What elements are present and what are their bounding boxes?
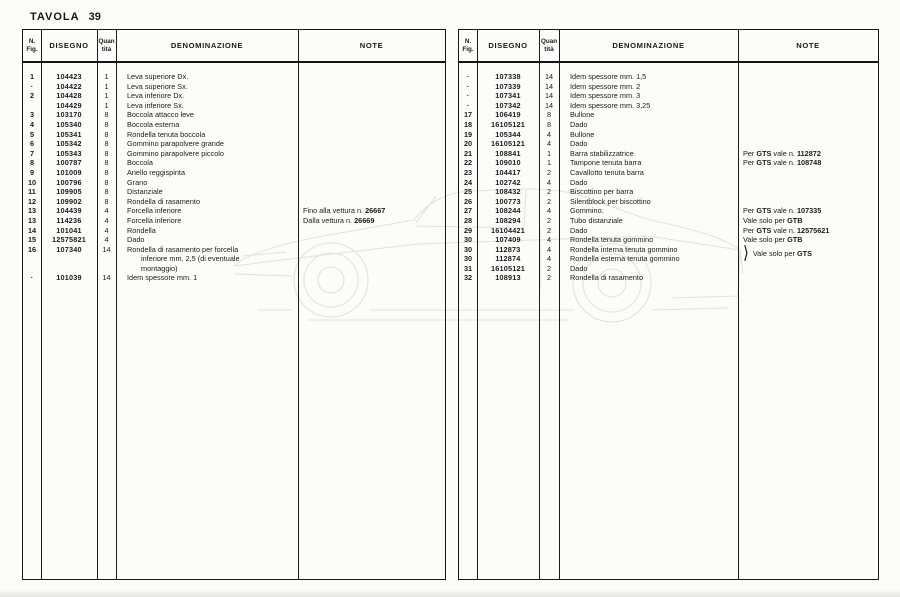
denomination bbox=[127, 110, 194, 120]
denomination bbox=[127, 187, 163, 197]
fig-number: 5 bbox=[29, 129, 35, 139]
denomination bbox=[570, 149, 634, 159]
denomination-line: Dado bbox=[570, 225, 588, 235]
column-header-quantita: Quan tità bbox=[98, 38, 115, 53]
quantity: 1 bbox=[546, 158, 552, 168]
quantity: 2 bbox=[546, 273, 552, 283]
table-row bbox=[23, 82, 445, 92]
denomination-line: Silentblock per biscottino bbox=[570, 196, 651, 206]
quantity: 2 bbox=[546, 167, 552, 177]
part-number: 105340 bbox=[56, 119, 82, 129]
denomination-line: Idem spessore mm. 1,5 bbox=[570, 72, 647, 81]
denomination bbox=[570, 273, 643, 283]
fig-number: 32 bbox=[463, 273, 473, 283]
parts-table-body-right bbox=[459, 63, 878, 283]
fig-number: 27 bbox=[463, 206, 473, 216]
table-row bbox=[23, 158, 445, 168]
part-number: 16104421 bbox=[490, 225, 526, 235]
brace-icon: ⟩ bbox=[743, 244, 749, 264]
part-number: 103170 bbox=[56, 110, 82, 120]
part-number: 104423 bbox=[56, 72, 82, 81]
quantity: 4 bbox=[104, 215, 109, 225]
denomination bbox=[570, 197, 651, 207]
part-number: 105341 bbox=[56, 129, 82, 139]
table-row bbox=[23, 235, 445, 245]
denomination-line: Cavallotto tenuta barra bbox=[570, 167, 644, 177]
note-text: Per GTS vale n. 107335 bbox=[743, 206, 822, 216]
denomination bbox=[570, 226, 587, 236]
fig-number: · bbox=[466, 72, 470, 81]
denomination bbox=[570, 130, 594, 140]
note-text: Per GTS vale n. 12575621 bbox=[743, 225, 830, 235]
denomination-line: Rondella esterna tenuta gommino bbox=[570, 254, 680, 264]
fig-number: · bbox=[466, 100, 470, 110]
part-number: 109905 bbox=[56, 187, 82, 197]
denomination-line: Rondella di rasamento per forcella bbox=[127, 244, 239, 254]
denomination-line: Dado bbox=[570, 119, 588, 129]
fig-number: 18 bbox=[463, 119, 473, 129]
table-header bbox=[459, 30, 878, 63]
denomination-line: Rondella di rasamento bbox=[570, 273, 644, 283]
note-text: Per GTS vale n. 112872 bbox=[743, 148, 821, 158]
part-number: 107409 bbox=[495, 235, 521, 245]
fig-number: 3 bbox=[29, 110, 35, 120]
denomination bbox=[570, 206, 604, 216]
column-divider bbox=[539, 30, 540, 579]
denomination bbox=[127, 197, 200, 207]
denomination-line: Anello reggispinta bbox=[127, 167, 186, 177]
part-number: 102742 bbox=[495, 177, 521, 187]
quantity: 1 bbox=[104, 91, 109, 101]
fig-number: 30 bbox=[463, 244, 473, 254]
column-divider bbox=[116, 30, 117, 579]
denomination bbox=[127, 139, 224, 149]
fig-number: 31 bbox=[463, 263, 473, 273]
table-row bbox=[459, 101, 878, 111]
table-row bbox=[23, 168, 445, 178]
denomination bbox=[127, 226, 156, 236]
table-row bbox=[23, 120, 445, 130]
part-number: 100796 bbox=[56, 177, 82, 187]
column-divider bbox=[559, 30, 560, 579]
column-header-denominazione: DENOMINAZIONE bbox=[612, 41, 685, 50]
denomination-line: Tubo distanziale bbox=[570, 215, 623, 225]
denomination bbox=[127, 273, 197, 283]
quantity: 4 bbox=[546, 235, 552, 245]
quantity: 14 bbox=[544, 91, 554, 101]
quantity: 2 bbox=[546, 225, 552, 235]
table-header bbox=[23, 30, 445, 63]
denomination-line: Dado bbox=[570, 177, 588, 187]
table-row bbox=[459, 91, 878, 101]
part-number: 104428 bbox=[56, 91, 82, 101]
table-row bbox=[23, 178, 445, 188]
fig-number: 17 bbox=[463, 110, 473, 120]
fig-number: 30 bbox=[463, 254, 473, 264]
note-label: Vale solo per GTS bbox=[752, 249, 812, 259]
denomination bbox=[570, 91, 640, 101]
part-number: 112874 bbox=[495, 254, 521, 264]
denomination-line: Dado bbox=[570, 263, 588, 273]
fig-number: 21 bbox=[463, 148, 473, 158]
part-number: 16105121 bbox=[490, 139, 526, 149]
denomination bbox=[127, 158, 153, 168]
quantity: 4 bbox=[104, 225, 109, 235]
page-title-number: 39 bbox=[88, 11, 101, 23]
fig-number: 8 bbox=[29, 158, 35, 168]
table-row bbox=[459, 168, 878, 178]
fig-number: 2 bbox=[29, 91, 35, 101]
table-row bbox=[459, 264, 878, 274]
note-text: Per GTS vale n. 108748 bbox=[743, 158, 822, 168]
fig-number: 4 bbox=[29, 119, 35, 129]
denomination-line: Boccola bbox=[127, 158, 153, 168]
part-number: 107342 bbox=[495, 100, 521, 110]
denomination bbox=[570, 245, 678, 255]
part-number: 106419 bbox=[495, 110, 521, 120]
column-divider bbox=[41, 30, 42, 579]
denomination-line: Gommino parapolvere piccolo bbox=[127, 148, 224, 158]
table-row bbox=[459, 254, 878, 264]
quantity: 1 bbox=[104, 81, 109, 91]
note-text: Vale solo per GTB bbox=[743, 235, 803, 245]
quantity: 2 bbox=[546, 196, 552, 206]
quantity: 8 bbox=[104, 129, 109, 139]
quantity: 4 bbox=[104, 206, 109, 216]
fig-number: 26 bbox=[463, 196, 473, 206]
table-row bbox=[459, 206, 878, 216]
fig-number: 10 bbox=[27, 177, 37, 187]
fig-number: 28 bbox=[463, 215, 473, 225]
quantity: 8 bbox=[104, 110, 109, 120]
fig-number: 11 bbox=[28, 187, 36, 197]
denomination-line: Dado bbox=[127, 235, 145, 245]
note-text: Vale solo per GTB bbox=[743, 215, 803, 225]
table-row bbox=[459, 139, 878, 149]
column-header-disegno: DISEGNO bbox=[49, 41, 89, 50]
quantity: 8 bbox=[104, 119, 109, 129]
table-row bbox=[23, 139, 445, 149]
scan-edge-shadow bbox=[0, 589, 900, 597]
part-number: 109902 bbox=[56, 196, 82, 206]
part-number: 108432 bbox=[495, 187, 521, 197]
fig-number: 13 bbox=[27, 206, 37, 216]
quantity: 14 bbox=[544, 81, 554, 91]
column-divider bbox=[738, 30, 739, 579]
quantity: 8 bbox=[546, 110, 552, 120]
denomination bbox=[127, 120, 179, 130]
denomination-line: Dado bbox=[570, 139, 588, 149]
denomination bbox=[127, 206, 181, 216]
denomination-line: Bullone bbox=[570, 129, 595, 139]
denomination bbox=[127, 168, 185, 178]
denomination-line: Forcella inferiore bbox=[127, 206, 182, 216]
table-row bbox=[459, 149, 878, 159]
table-row bbox=[459, 110, 878, 120]
part-number: 101039 bbox=[56, 273, 82, 283]
table-row bbox=[23, 91, 445, 101]
fig-number: 25 bbox=[463, 187, 473, 197]
denomination-line: Rondella di rasamento bbox=[127, 196, 201, 206]
part-number: 107340 bbox=[56, 244, 82, 254]
fig-number: 9 bbox=[29, 167, 35, 177]
column-header-note: NOTE bbox=[359, 41, 384, 50]
part-number: 107339 bbox=[495, 81, 521, 91]
denomination bbox=[127, 91, 184, 101]
denomination-line: montaggio) bbox=[141, 263, 178, 273]
fig-number: 14 bbox=[27, 225, 37, 235]
table-row bbox=[459, 120, 878, 130]
fig-number: · bbox=[30, 81, 34, 91]
fig-number: · bbox=[30, 273, 34, 283]
denomination bbox=[570, 101, 650, 111]
quantity: 4 bbox=[546, 254, 552, 264]
column-header-quantita: Quan tità bbox=[540, 38, 558, 53]
fig-number: 22 bbox=[463, 158, 473, 168]
fig-number: 15 bbox=[27, 235, 37, 245]
table-row bbox=[23, 226, 445, 236]
denomination-line: Leva superiore Dx. bbox=[127, 72, 189, 81]
quantity: 8 bbox=[104, 167, 109, 177]
parts-table-left bbox=[22, 29, 446, 580]
denomination-line: Bullone bbox=[570, 110, 595, 120]
quantity: 8 bbox=[104, 148, 109, 158]
denomination-line: Gommino. bbox=[570, 206, 604, 216]
part-number: 16105121 bbox=[490, 263, 526, 273]
table-row bbox=[23, 72, 445, 82]
fig-number: · bbox=[466, 81, 470, 91]
quantity: 1 bbox=[104, 72, 109, 81]
page-title bbox=[30, 11, 101, 23]
table-row bbox=[23, 101, 445, 111]
denomination bbox=[570, 235, 653, 245]
part-number: 101041 bbox=[56, 225, 82, 235]
quantity: 14 bbox=[544, 72, 554, 81]
denomination-line: Idem spessore mm. 1 bbox=[127, 273, 198, 283]
table-row bbox=[23, 273, 445, 283]
quantity: 1 bbox=[546, 148, 552, 158]
fig-number: 24 bbox=[463, 177, 473, 187]
note-text: Fino alla vettura n. 26667 bbox=[303, 206, 386, 216]
denomination bbox=[570, 187, 633, 197]
denomination bbox=[570, 139, 587, 149]
table-row bbox=[459, 197, 878, 207]
parts-table-body-left bbox=[23, 63, 445, 283]
denomination bbox=[127, 130, 205, 140]
fig-number: 13 bbox=[27, 215, 37, 225]
denomination-line: Gommino parapolvere grande bbox=[127, 139, 224, 149]
denomination bbox=[127, 178, 147, 188]
denomination-line: Forcella inferiore bbox=[127, 215, 182, 225]
part-number: 112873 bbox=[495, 244, 521, 254]
fig-number: 1 bbox=[29, 72, 35, 81]
denomination-line: Distanziale bbox=[127, 187, 163, 197]
denomination-line: Leva inferiore Sx. bbox=[127, 100, 184, 110]
denomination bbox=[570, 168, 644, 178]
fig-number: 30 bbox=[463, 235, 473, 245]
part-number: 105343 bbox=[56, 148, 82, 158]
quantity: 4 bbox=[546, 244, 552, 254]
column-divider bbox=[298, 30, 299, 579]
denomination bbox=[570, 82, 640, 92]
quantity: 4 bbox=[546, 206, 552, 216]
table-row bbox=[459, 235, 878, 245]
table-row bbox=[23, 130, 445, 140]
denomination bbox=[127, 101, 184, 111]
quantity: 8 bbox=[104, 196, 109, 206]
table-row bbox=[459, 216, 878, 226]
table-row bbox=[459, 187, 878, 197]
table-row bbox=[23, 245, 445, 274]
denomination-line: Rondella interna tenuta gommino bbox=[570, 244, 678, 254]
note-text bbox=[743, 245, 812, 264]
denomination bbox=[570, 158, 641, 168]
denomination bbox=[127, 82, 188, 92]
table-row bbox=[459, 130, 878, 140]
column-header-note: NOTE bbox=[796, 41, 820, 50]
column-header-fig: N. Fig. bbox=[462, 38, 474, 53]
page-title-text: TAVOLA bbox=[30, 11, 80, 23]
fig-number: 23 bbox=[463, 167, 473, 177]
quantity: 14 bbox=[102, 244, 111, 254]
quantity: 14 bbox=[102, 273, 111, 283]
denomination bbox=[127, 216, 181, 226]
part-number: 12575821 bbox=[51, 235, 87, 245]
table-row bbox=[23, 149, 445, 159]
quantity: 2 bbox=[546, 187, 552, 197]
table-row bbox=[23, 197, 445, 207]
denomination bbox=[127, 245, 240, 274]
part-number: 104429 bbox=[56, 100, 82, 110]
quantity: 4 bbox=[546, 177, 552, 187]
denomination-line: Rondella bbox=[127, 225, 156, 235]
part-number: 107338 bbox=[495, 72, 521, 81]
parts-table-right bbox=[458, 29, 879, 580]
column-divider bbox=[97, 30, 98, 579]
denomination-line: Barra stabilizzatrice bbox=[570, 148, 634, 158]
quantity: 4 bbox=[104, 235, 109, 245]
denomination-line: Leva superiore Sx. bbox=[127, 81, 188, 91]
denomination-line: Idem spessore mm. 3 bbox=[570, 91, 641, 101]
part-number: 104439 bbox=[56, 206, 82, 216]
table-row bbox=[459, 158, 878, 168]
denomination bbox=[570, 254, 680, 264]
quantity: 8 bbox=[104, 158, 109, 168]
table-row bbox=[459, 82, 878, 92]
denomination bbox=[570, 110, 594, 120]
table-row bbox=[459, 226, 878, 236]
quantity: 8 bbox=[104, 139, 109, 149]
part-number: 108841 bbox=[495, 148, 521, 158]
table-row bbox=[23, 187, 445, 197]
fig-number: 7 bbox=[29, 148, 35, 158]
denomination bbox=[570, 72, 646, 82]
column-divider bbox=[477, 30, 478, 579]
denomination-line: Idem spessore mm. 2 bbox=[570, 81, 641, 91]
denomination-line: Rondella tenuta gommino bbox=[570, 235, 654, 245]
denomination-line: Boccola esterna bbox=[127, 119, 180, 129]
part-number: 100773 bbox=[495, 196, 521, 206]
table-row bbox=[459, 72, 878, 82]
part-number: 101009 bbox=[56, 167, 82, 177]
fig-number: · bbox=[466, 91, 470, 101]
table-row bbox=[459, 273, 878, 283]
denomination bbox=[570, 178, 587, 188]
denomination bbox=[127, 149, 224, 159]
denomination-line: Rondella tenuta boccola bbox=[127, 129, 206, 139]
column-header-fig: N. Fig. bbox=[26, 38, 38, 53]
denomination bbox=[570, 264, 587, 274]
note-text: Dalla vettura n. 26669 bbox=[303, 215, 375, 225]
part-number: 108244 bbox=[495, 206, 521, 216]
denomination bbox=[127, 235, 144, 245]
table-row bbox=[23, 216, 445, 226]
fig-number: 19 bbox=[463, 129, 473, 139]
part-number: 109010 bbox=[495, 158, 521, 168]
denomination-line: Tampone tenuta barra bbox=[570, 158, 642, 168]
fig-number: 12 bbox=[27, 196, 37, 206]
denomination-line: Leva inferiore Dx. bbox=[127, 91, 185, 101]
fig-number: 16 bbox=[27, 244, 37, 254]
part-number: 114236 bbox=[56, 215, 82, 225]
denomination bbox=[570, 120, 587, 130]
column-header-denominazione: DENOMINAZIONE bbox=[170, 41, 244, 50]
part-number: 104417 bbox=[495, 167, 521, 177]
table-row bbox=[459, 178, 878, 188]
quantity: 4 bbox=[546, 139, 552, 149]
column-header-disegno: DISEGNO bbox=[488, 41, 528, 50]
table-row bbox=[23, 110, 445, 120]
denomination-line: Idem spessore mm. 3,25 bbox=[570, 100, 651, 110]
quantity: 2 bbox=[546, 215, 552, 225]
quantity: 2 bbox=[546, 263, 552, 273]
quantity: 8 bbox=[104, 177, 109, 187]
denomination-line: inferiore mm. 2,5 (di eventuale bbox=[141, 254, 240, 264]
quantity: 14 bbox=[544, 100, 554, 110]
quantity: 8 bbox=[546, 119, 552, 129]
fig-number: 6 bbox=[29, 139, 35, 149]
denomination bbox=[127, 72, 188, 82]
fig-number: 20 bbox=[463, 139, 473, 149]
denomination-line: Grano bbox=[127, 177, 148, 187]
part-number: 108913 bbox=[495, 273, 521, 283]
quantity: 8 bbox=[104, 187, 109, 197]
table-row bbox=[23, 206, 445, 216]
part-number: 100787 bbox=[56, 158, 82, 168]
quantity: 4 bbox=[546, 129, 552, 139]
part-number: 107341 bbox=[495, 91, 521, 101]
part-number: 104422 bbox=[56, 81, 82, 91]
quantity: 1 bbox=[104, 100, 109, 110]
part-number: 105342 bbox=[56, 139, 82, 149]
part-number: 16105121 bbox=[490, 119, 526, 129]
part-number: 108294 bbox=[495, 215, 521, 225]
denomination-line: Biscottino per barra bbox=[570, 187, 634, 197]
denomination bbox=[570, 216, 623, 226]
fig-number: 29 bbox=[463, 225, 473, 235]
denomination-line: Boccola attacco leve bbox=[127, 110, 194, 120]
part-number: 105344 bbox=[495, 129, 521, 139]
